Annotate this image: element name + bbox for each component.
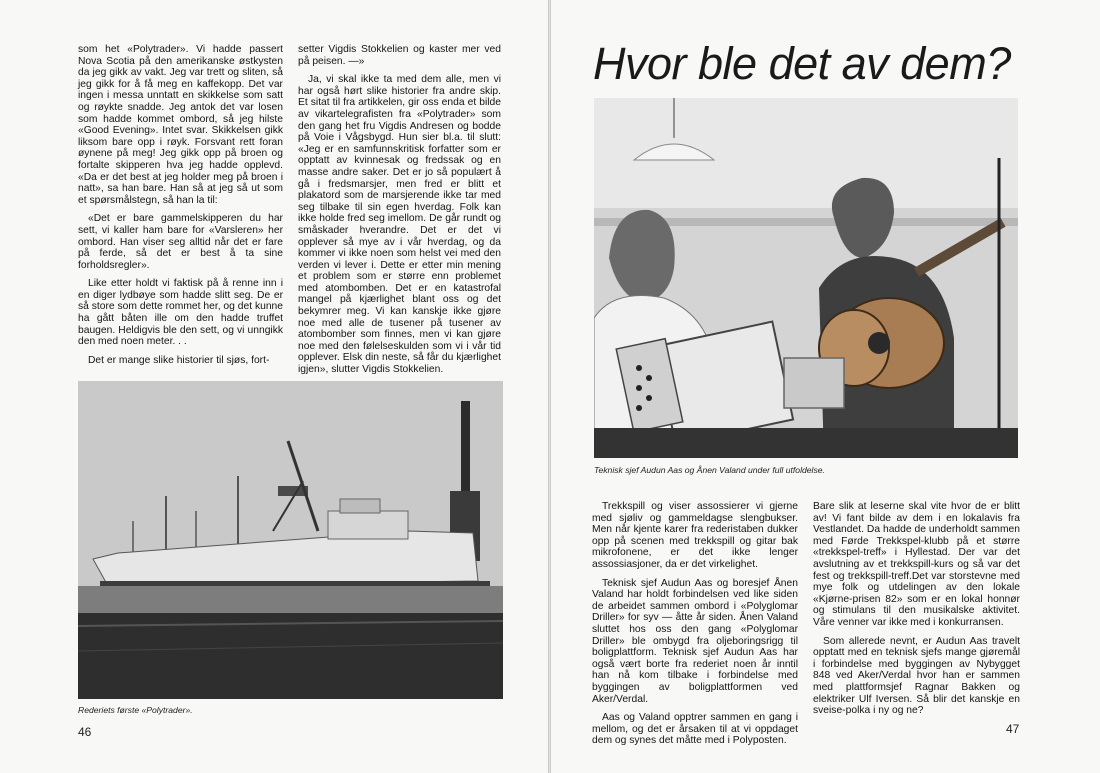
paragraph: «Det er bare gammelskipperen du har sett, vi kaller ham bare for «Varsleren» her ombord. Han viser seg alltid når det er fare på ferde, så det er best å ta sine forholdsregler». — [78, 213, 283, 271]
musicians-photo-caption: Teknisk sjef Audun Aas og Ånen Valand under full utfoldelse. — [594, 465, 825, 475]
paragraph: som het «Polytrader». Vi hadde passert Nova Scotia på den amerikanske østkysten da jeg gikk av vakt. Jeg var trett og sliten, så jeg gikk for å få meg en kaffekopp. Det var ingen i messa unntatt en skikkelse som satt og røykte snadde. Jeg antok det var losen som hadde kommet ombord, så jeg hilste «Good Evening». Intet svar. Skikkelsen gikk liksom bare opp i røyk. Forsvant rett foran øynene på meg! Jeg gikk opp på broen og fortalte skipperen hva jeg hadde opplevd. «Da er det best at jeg holder meg på broen i natt», sa han bare. Han så at jeg så ut som et spørsmålstegn, så han la til: — [78, 44, 283, 206]
page-number: 46 — [78, 725, 92, 739]
paragraph: Like etter holdt vi faktisk på å renne inn i en diger lydbøye som hadde slitt seg. De er så store som dette rommet her, og det kunne ha gått båten ille om den hadde truffet baugen. Heldigvis ble den sett, og vi unngikk den med noen meter. . . — [78, 278, 283, 348]
paragraph: Ja, vi skal ikke ta med dem alle, men vi har også hørt slike historier fra andre skip. Et sitat til fra artikkelen, gir oss enda et bilde av vikartelegrafisten fra «Polytrader» som den gang het fru Vigdis Andresen og bodde på Voie i Vågsbygd. Hun sier bl.a. til slutt: «Jeg er en samfunnskritisk forfatter som er opptatt av kvinnesak og fredssak og en masse andre saker. Det er jo så populært å gå i fredsmarsjer, men fred er blitt et plakatord som de marsjerende ikke tar med seg tilbake til sin egen hverdag. Folk kan ikke holde fred seg imellom. De går rundt og småskader hverandre. Det er det vi opplever så mye av i vår hverdag, og da kommer vi ikke noen som helst vei med den verden vi lever i. Dette er etter min mening et problem som er større enn problemet med atombomben. Det er en katastrofal mangel på kjærlighet blant oss og det bekymrer meg. Vi kan kanskje ikke gjøre noe med alle de tusener på tusener av atombomber som finnes, men vi kan gjøre noe med den følelseskulden som vi i vår tid opplever. Elsk din neste, så får du kjærlighet igjen», slutter Vigdis Stokkelien. — [298, 74, 501, 376]
paragraph: Som allerede nevnt, er Audun Aas travelt opptatt med en teknisk sjefs mange gjøremål i forbindelse med byggingen av Nybygget 848 ved Aker/Verdal hvor han er sammen med plattformsjef Ragnar Bakken og elektriker Ulf Iversen. Så blir det kanskje en sveise-polka i ny og ne? — [813, 635, 1020, 717]
left-page — [0, 0, 548, 773]
musicians-photo — [594, 98, 1018, 458]
right-column-1 — [592, 501, 798, 754]
left-column-2 — [298, 44, 501, 383]
paragraph: Aas og Valand opptrer sammen en gang i mellom, og det er årsaken til at vi oppdaget dem og synes det måtte med i Polyposten. — [592, 712, 798, 747]
left-column-1 — [78, 44, 283, 373]
paragraph: Trekkspill og viser assossierer vi gjerne med sjøliv og gammeldagse slengbukser. Men når kjente karer fra rederistaben dukker opp på scenen med trekkspill og gitar bak mikrofonene, er det ikke lenger assossiasjoner, da er det virkelighet. — [592, 501, 798, 570]
paragraph: Teknisk sjef Audun Aas og boresjef Ånen Valand har holdt forbindelsen ved like siden de arbeidet sammen ombord i «Polyglomar Driller» for syv — åtte år siden. Ånen Valand sluttet hos oss den gang «Polyglomar Driller» ble ombygd fra oljeboringsrigg til boligplattform. Teknisk sjef Audun Aas har også vært borte fra rederiet noen år inntil han nå kom tilbake i forbindelse med byggingen av boligplattformen ved Aker/Verdal. — [592, 577, 798, 705]
ship-illustration — [78, 381, 503, 699]
article-headline: Hvor ble det av dem? — [593, 38, 1011, 89]
right-column-2 — [813, 501, 1020, 724]
paragraph: Bare slik at leserne skal vite hvor de er blitt av! Vi fant bilde av dem i en lokalavis fra Vestlandet. Da hadde de underholdt sammen med Førde Trekkspel-klubb på et større «trekkspel-treff» i Hyllestad. Der var det avslutning av et trekkspill-kurs og så var det fest og trekkspill-treff.Det var storstevne med mye folk og utdelingen av den lokale «Kjørne-prisen 82» som er en lokal honnør og stimulans til den musikalske aktivitet. Våre venner var ikke med i konkurransen. — [813, 501, 1020, 628]
page-number: 47 — [1006, 722, 1020, 736]
paragraph: setter Vigdis Stokkelien og kaster mer ved på peisen. —» — [298, 44, 501, 67]
ship-photo — [78, 381, 503, 699]
right-page — [551, 0, 1100, 773]
musicians-illustration — [594, 98, 1018, 458]
ship-photo-caption: Rederiets første «Polytrader». — [78, 705, 193, 715]
paragraph: Det er mange slike historier til sjøs, fort- — [88, 354, 270, 366]
